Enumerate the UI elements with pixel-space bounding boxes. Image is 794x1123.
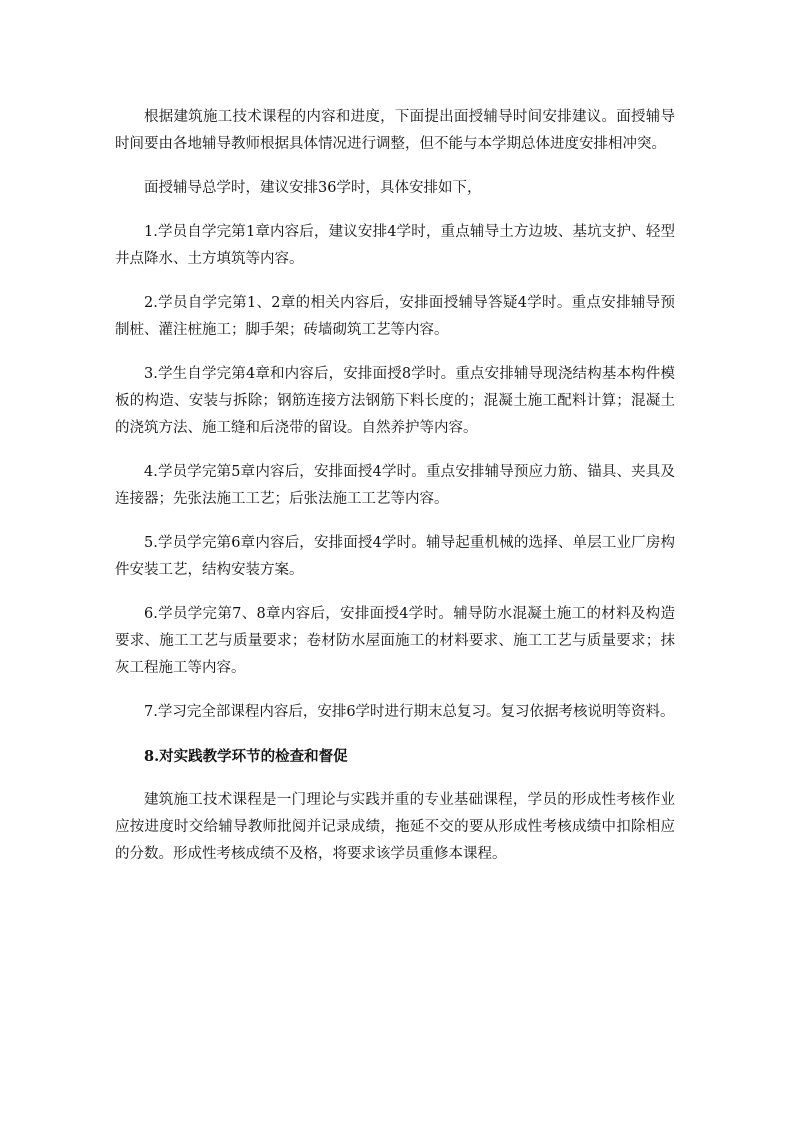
- paragraph-item-4: 4.学员学完第5章内容后，安排面授4学时。重点安排辅导预应力筋、锚具、夹具及连接器；先张法施工工艺；后张法施工工艺等内容。: [115, 464, 675, 507]
- paragraph-item-2: 2.学员自学完第1、2章的相关内容后，安排面授辅导答疑4学时。重点安排辅导预制桩、灌注桩施工；脚手架；砖墙砌筑工艺等内容。: [115, 295, 675, 338]
- paragraph-item-6: 6.学员学完第7、8章内容后，安排面授4学时。辅导防水混凝土施工的材料及构造要求、施工工艺与质量要求；卷材防水屋面施工的材料要求、施工工艺与质量要求；抹灰工程施工等内容。: [115, 606, 675, 676]
- paragraph-item-1: 1.学员自学完第1章内容后，建议安排4学时，重点辅导土方边坡、基坑支护、轻型井点降水、土方填筑等内容。: [115, 224, 675, 267]
- paragraph-item-7: 7.学习完全部课程内容后，安排6学时进行期末总复习。复习依据考核说明等资料。: [144, 704, 675, 720]
- paragraph-assessment: 建筑施工技术课程是一门理论与实践并重的专业基础课程，学员的形成性考核作业应按进度时交给辅导教师批阅并记录成绩，拖延不交的要从形成性考核成绩中扣除相应的分数。形成性考核成绩不及格，将要求该学员重修本课程。: [115, 792, 675, 862]
- paragraph-item-5: 5.学员学完第6章内容后，安排面授4学时。辅导起重机械的选择、单层工业厂房构件安装工艺，结构安装方案。: [115, 535, 675, 578]
- document-page: [115, 104, 675, 885]
- paragraph-total-hours: 面授辅导总学时，建议安排36学时，具体安排如下，: [144, 180, 482, 196]
- section-heading: 8.对实践教学环节的检查和督促: [144, 748, 348, 765]
- paragraph-item-3: 3.学生自学完第4章和内容后，安排面授8学时。重点安排辅导现浇结构基本构件模板的构造、安装与拆除；钢筋连接方法钢筋下料长度的；混凝土施工配料计算；混凝土的浇筑方法、施工缝和后浇带的留设。自然养护等内容。: [115, 366, 675, 436]
- paragraph-intro: 根据建筑施工技术课程的内容和进度，下面提出面授辅导时间安排建议。面授辅导时间要由各地辅导教师根据具体情况进行调整，但不能与本学期总体进度安排相冲突。: [115, 109, 675, 152]
